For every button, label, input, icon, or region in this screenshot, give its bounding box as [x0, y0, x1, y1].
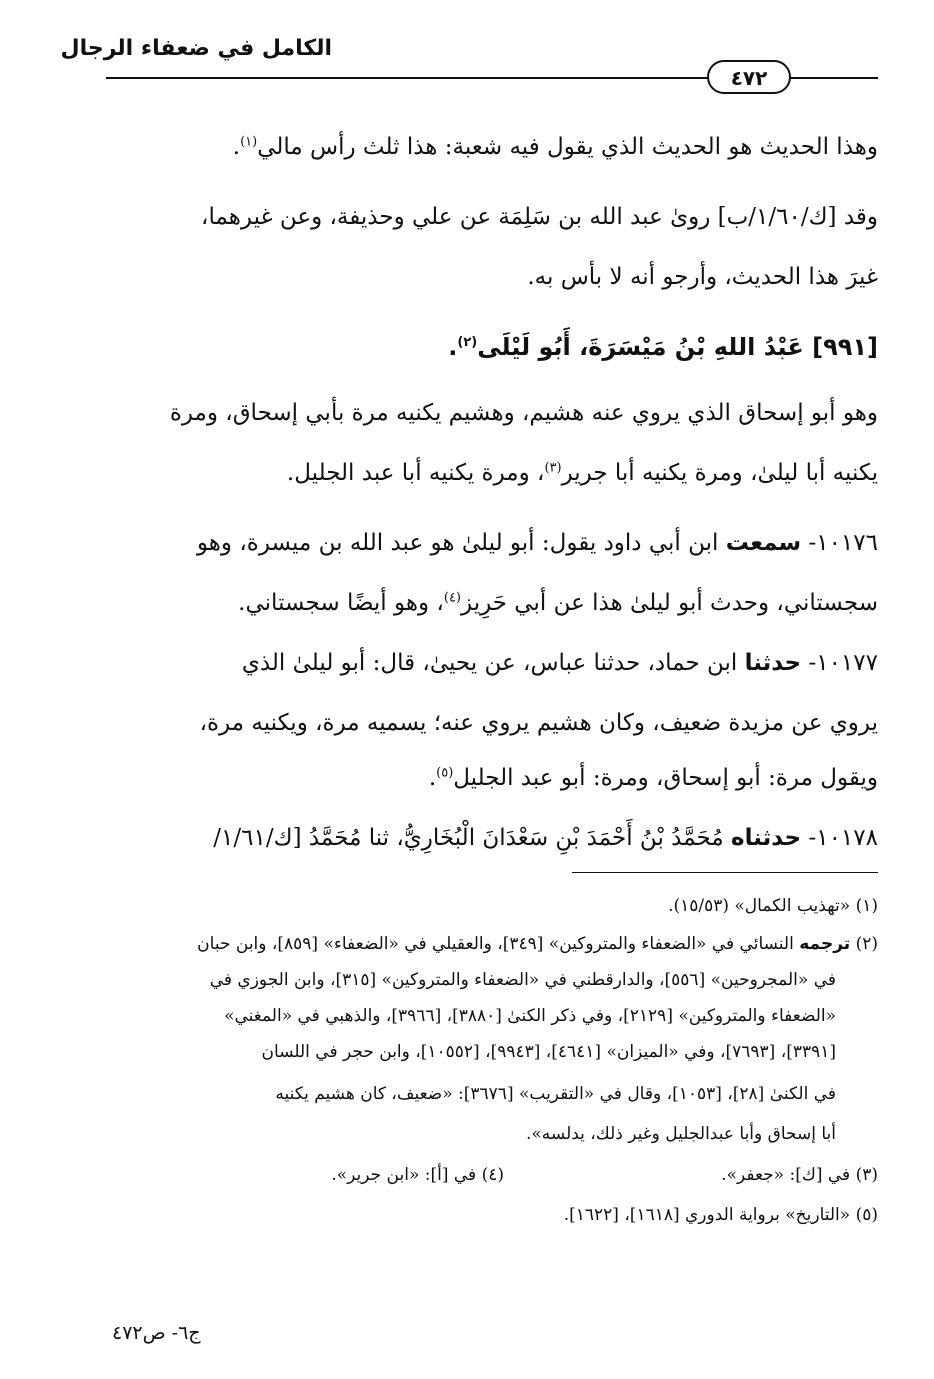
footnote-2-line-4: [٣٣٩١]، [٧٦٩٣]، وفي «الميزان» [٤٦٤١]، [٩٩٤٣]، [١٠٥٥٢]، وابن حجر في اللسان: [261, 1042, 836, 1062]
entry-name: عَبْدُ اللهِ بْنُ مَيْسَرَةَ، أَبُو لَيْلَى: [477, 333, 804, 361]
footnote-ref-3: (٣): [544, 460, 562, 476]
body-line-1-text: وهذا الحديث هو الحديث الذي يقول فيه شعبة: هذا ثلث رأس مالي: [257, 134, 878, 160]
entry-end: .: [448, 333, 458, 361]
footnote-2-line-2: في «المجروحين» [٥٥٦]، والدارقطني في «الضعفاء والمتروكين» [٣١٥]، وابن الجوزي في: [209, 970, 836, 990]
narration-10176-line-1: [197, 530, 878, 556]
narration-10177-line-3a: ويقول مرة: أبو إسحاق، ومرة: أبو عبد الجليل: [453, 765, 878, 791]
entry-heading: [448, 333, 878, 361]
body-line-2: وقد [ك/١/٦٠/ب] روىٰ عبد الله بن سَلِمَة عن علي وحذيفة، وعن غيرهما،: [201, 204, 878, 230]
footnote-rule: [572, 872, 878, 873]
narration-10177-line-3b: .: [428, 765, 437, 791]
narration-10177-line-3: [429, 765, 878, 791]
page-number: ٤٧٢: [707, 60, 791, 94]
footnote-2-number: (٢): [855, 934, 878, 954]
narration-10177-line-2: يروي عن مزيدة ضعيف، وكان هشيم يروي عنه؛ يسميه مرة، ويكنيه مرة،: [199, 710, 878, 736]
entry-number: [٩٩١]: [812, 333, 878, 361]
body-line-1-end: .: [232, 134, 241, 160]
narration-10177-line-1: [242, 650, 878, 676]
narration-10178-number: ١٠١٧٨-: [808, 825, 878, 851]
footnote-ref-5: (٥): [436, 765, 454, 781]
footnote-2-line-3: «الضعفاء والمتروكين» [٢١٢٩]، وفي ذكر الكنىٰ [٣٨٨٠]، [٣٩٦٦]، والذهبي في «المغني»: [224, 1006, 836, 1026]
page-signature: ج٦- ص٤٧٢: [112, 1322, 201, 1344]
body-line-1: [233, 134, 878, 160]
narration-10178-line-1: [213, 825, 878, 851]
para2-line-2a: يكنيه أبا ليلىٰ، ومرة يكنيه أبا جرير: [561, 460, 878, 486]
narration-10176-text: ابن أبي داود يقول: أبو ليلىٰ هو عبد الله بن ميسرة، وهو: [196, 530, 719, 556]
narration-10176-keyword: سمعت: [725, 530, 802, 556]
footnote-2-keyword: ترجمه: [799, 934, 851, 954]
footnote-4: (٤) في [أ]: «ابن جرير».: [331, 1165, 504, 1185]
narration-10177-text: ابن حماد، حدثنا عباس، عن يحيىٰ، قال: أبو ليلىٰ الذي: [241, 650, 738, 676]
footnote-ref-4: (٤): [443, 590, 461, 606]
footnote-2-line-5: في الكنىٰ [٢٨]، [١٠٥٣]، وقال في «التقريب» [٣٦٧٦]: «ضعيف، كان هشيم يكنيه: [275, 1084, 836, 1104]
para2-line-2: [287, 460, 878, 486]
footnote-ref-1: (١): [240, 134, 258, 150]
footnote-1: (١) «تهذيب الكمال» (١٥/٥٣).: [668, 896, 878, 916]
body-line-3: غيرَ هذا الحديث، وأرجو أنه لا بأس به.: [527, 264, 878, 290]
narration-10178-keyword: حدثناه: [731, 825, 802, 851]
footnote-2-line-1: [197, 934, 878, 954]
narration-10177-keyword: حدثنا: [744, 650, 802, 676]
footnote-3: (٣) في [ك]: «جعفر».: [721, 1165, 878, 1185]
narration-10176-line-2b: ، وهو أيضًا سجستاني.: [238, 590, 444, 616]
footnote-2-text: النسائي في «الضعفاء والمتروكين» [٣٤٩]، والعقيلي في «الضعفاء» [٨٥٩]، وابن حبان: [197, 934, 794, 954]
narration-10177-number: ١٠١٧٧-: [808, 650, 878, 676]
para2-line-1: وهو أبو إسحاق الذي يروي عنه هشيم، وهشيم يكنيه مرة بأبي إسحاق، ومرة: [169, 400, 878, 426]
narration-10176-line-2: [238, 590, 878, 616]
narration-10176-line-2a: سجستاني، وحدث أبو ليلىٰ هذا عن أبي حَرِيز: [461, 590, 878, 616]
narration-10176-number: ١٠١٧٦-: [808, 530, 878, 556]
narration-10178-text: مُحَمَّدُ بْنُ أَحْمَدَ بْنِ سَعْدَانَ الْبُخَارِيُّ، ثنا مُحَمَّدُ [ك/١/٦١/: [213, 825, 724, 851]
footnote-ref-2: (٢): [457, 335, 478, 350]
running-head-title: الكامل في ضعفاء الرجال: [60, 36, 332, 61]
para2-line-2b: ، ومرة يكنيه أبا عبد الجليل.: [286, 460, 545, 486]
footnote-5: (٥) «التاريخ» برواية الدوري [١٦١٨]، [١٦٢٢].: [563, 1205, 878, 1225]
footnote-2-line-6: أبا إسحاق وأبا عبدالجليل وغير ذلك، يدلسه».: [525, 1124, 836, 1144]
